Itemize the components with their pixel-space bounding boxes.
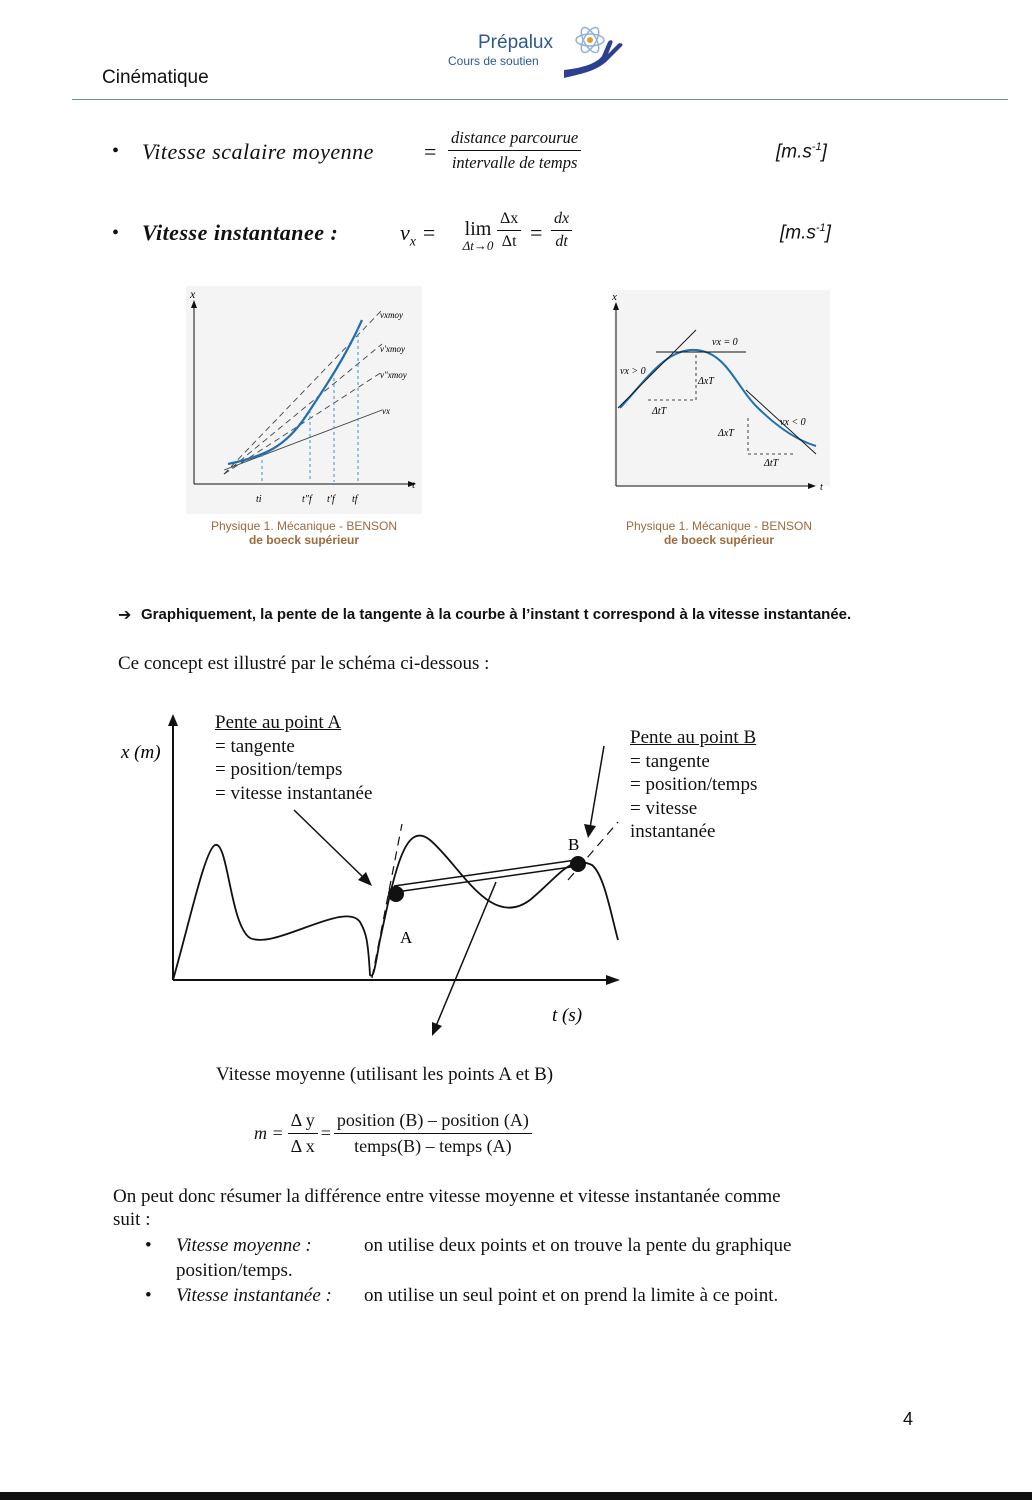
dx: dx xyxy=(551,210,572,231)
summary-intro-line-1: On peut donc résumer la différence entre vitesse moyenne et vitesse instantanée comme xyxy=(113,1186,781,1207)
slope-formula xyxy=(254,1110,532,1157)
dt: dt xyxy=(555,233,568,250)
summary-intro xyxy=(113,1185,781,1231)
text-vitesse-moyenne: on utilise deux points et on trouve la pente du graphique xyxy=(364,1235,792,1256)
label-vx-zero: vx = 0 xyxy=(712,337,738,348)
label-vx-negative: vx < 0 xyxy=(780,417,806,428)
equals-sign: = xyxy=(424,139,437,164)
pente-b-line-3: = vitesse xyxy=(630,797,698,819)
pente-a-line-1: = tangente xyxy=(215,735,295,757)
text-vitesse-instantanee: on utilise un seul point et on prend la limite à ce point. xyxy=(364,1285,779,1306)
avg-speed-label: Vitesse scalaire moyenne xyxy=(142,139,374,164)
text-vitesse-moyenne-cont: position/temps. xyxy=(176,1260,293,1281)
pente-a-block xyxy=(215,711,372,805)
axis-t-label: t xyxy=(412,479,416,491)
avg-caption: Vitesse moyenne (utilisant les points A et B) xyxy=(216,1064,554,1085)
caption-right-line1: Physique 1. Mécanique - BENSON xyxy=(625,519,813,533)
logo-name: Prépalux xyxy=(478,32,553,53)
point-b-label: B xyxy=(568,835,580,854)
delta-t: Δt xyxy=(501,233,517,250)
unit-inst: $[m.s^{-1}]$ xyxy=(780,222,831,244)
time-difference: temps(B) – temps (A) xyxy=(354,1136,512,1156)
delta-x: Δx xyxy=(497,210,521,231)
inst-speed-label: Vitesse instantanee : xyxy=(142,220,339,245)
point-a-label: A xyxy=(400,928,413,947)
avg-speed-denominator: intervalle de temps xyxy=(451,153,578,172)
header-rule xyxy=(72,99,1008,100)
pente-b-line-2: = position/temps xyxy=(630,774,758,795)
term-vitesse-instantanee: Vitesse instantanée : xyxy=(176,1285,332,1306)
avg-speed-numerator: distance parcourue xyxy=(448,128,581,151)
logo-tagline: Cours de soutien xyxy=(448,54,539,68)
pente-a-title: Pente au point A xyxy=(215,712,342,733)
bullet: • xyxy=(112,140,120,162)
pente-b-title: Pente au point B xyxy=(630,727,757,748)
pente-b-line-1: = tangente xyxy=(630,750,710,772)
equals-sign: = xyxy=(530,220,543,245)
bullet: • xyxy=(145,1235,152,1256)
atom-hand-icon xyxy=(560,22,630,84)
tick-tf: tf xyxy=(352,494,358,505)
caption-left-line1: Physique 1. Mécanique - BENSON xyxy=(210,519,398,533)
delta-y: Δ y xyxy=(288,1110,318,1134)
label-vx: vx xyxy=(382,406,390,416)
caption-right xyxy=(589,519,849,547)
chapter-title: Cinématique xyxy=(102,67,209,88)
bottom-bar xyxy=(0,1492,1032,1500)
velocity-sign-figure xyxy=(606,290,838,498)
pente-a-line-3: = vitesse instantanée xyxy=(215,782,373,804)
tick-ti: ti xyxy=(256,494,262,505)
vx-symbol: $v_x$ = xyxy=(400,220,437,250)
bullet: • xyxy=(145,1285,152,1306)
axis-t-label: t xyxy=(820,482,823,493)
pente-a-line-2: = position/temps xyxy=(215,759,343,780)
axis-x-label: x xyxy=(612,291,617,303)
arrow-icon: ➔ xyxy=(118,607,132,624)
caption-right-line2: de boeck supérieur xyxy=(663,533,775,547)
secant-tangent-figure xyxy=(186,286,422,514)
slope-eq: = xyxy=(320,1123,331,1143)
unit-avg: $[m.s^{-1}]$ xyxy=(776,141,827,163)
slope-fraction-right xyxy=(334,1110,532,1157)
statement: Graphiquement, la pente de la tangente à la courbe à l’instant t correspond à la vitesse instantanée. xyxy=(141,606,852,623)
label-v-double-prime-xmoy: v″xmoy xyxy=(380,370,407,380)
label-delta-x-1: ΔxT xyxy=(698,376,714,387)
lim-text: lim xyxy=(464,218,492,240)
delta-x: Δ x xyxy=(290,1136,315,1156)
lim-block xyxy=(455,218,501,254)
tick-t-prime-f: t′f xyxy=(327,494,335,505)
axis-x-label: x xyxy=(190,287,196,301)
logo xyxy=(446,22,636,86)
y-axis-label: x (m) xyxy=(121,742,161,763)
page-number: 4 xyxy=(903,1409,914,1429)
caption-left xyxy=(174,519,434,547)
tick-t-double-prime-f: t″f xyxy=(302,494,312,505)
x-axis-label: t (s) xyxy=(552,1005,583,1026)
pente-b-block xyxy=(630,726,757,844)
position-difference: position (B) – position (A) xyxy=(334,1110,532,1134)
slope-fraction-left xyxy=(288,1110,318,1157)
inst-fraction-delta xyxy=(497,210,521,251)
slope-m: m = xyxy=(254,1123,284,1143)
summary-intro-line-2: suit : xyxy=(113,1209,151,1230)
pente-b-line-4: instantanée xyxy=(630,821,716,842)
label-v-prime-xmoy: v′xmoy xyxy=(380,344,405,354)
intro-text: Ce concept est illustré par le schéma ci-dessous : xyxy=(118,653,490,674)
label-vxmoy: vxmoy xyxy=(380,310,403,320)
bullet: • xyxy=(112,222,120,244)
caption-left-line2: de boeck supérieur xyxy=(248,533,360,547)
label-delta-t-1: ΔtT xyxy=(652,406,667,417)
label-delta-t-2: ΔtT xyxy=(764,458,779,469)
term-vitesse-moyenne: Vitesse moyenne : xyxy=(176,1235,312,1256)
label-delta-x-2: ΔxT xyxy=(718,428,734,439)
label-vx-positive: vx > 0 xyxy=(620,366,646,377)
lim-subscript: Δt→0 xyxy=(462,238,494,253)
avg-speed-fraction xyxy=(448,128,581,173)
tangent-schema xyxy=(110,700,650,1040)
inst-fraction-derivative xyxy=(551,210,572,251)
